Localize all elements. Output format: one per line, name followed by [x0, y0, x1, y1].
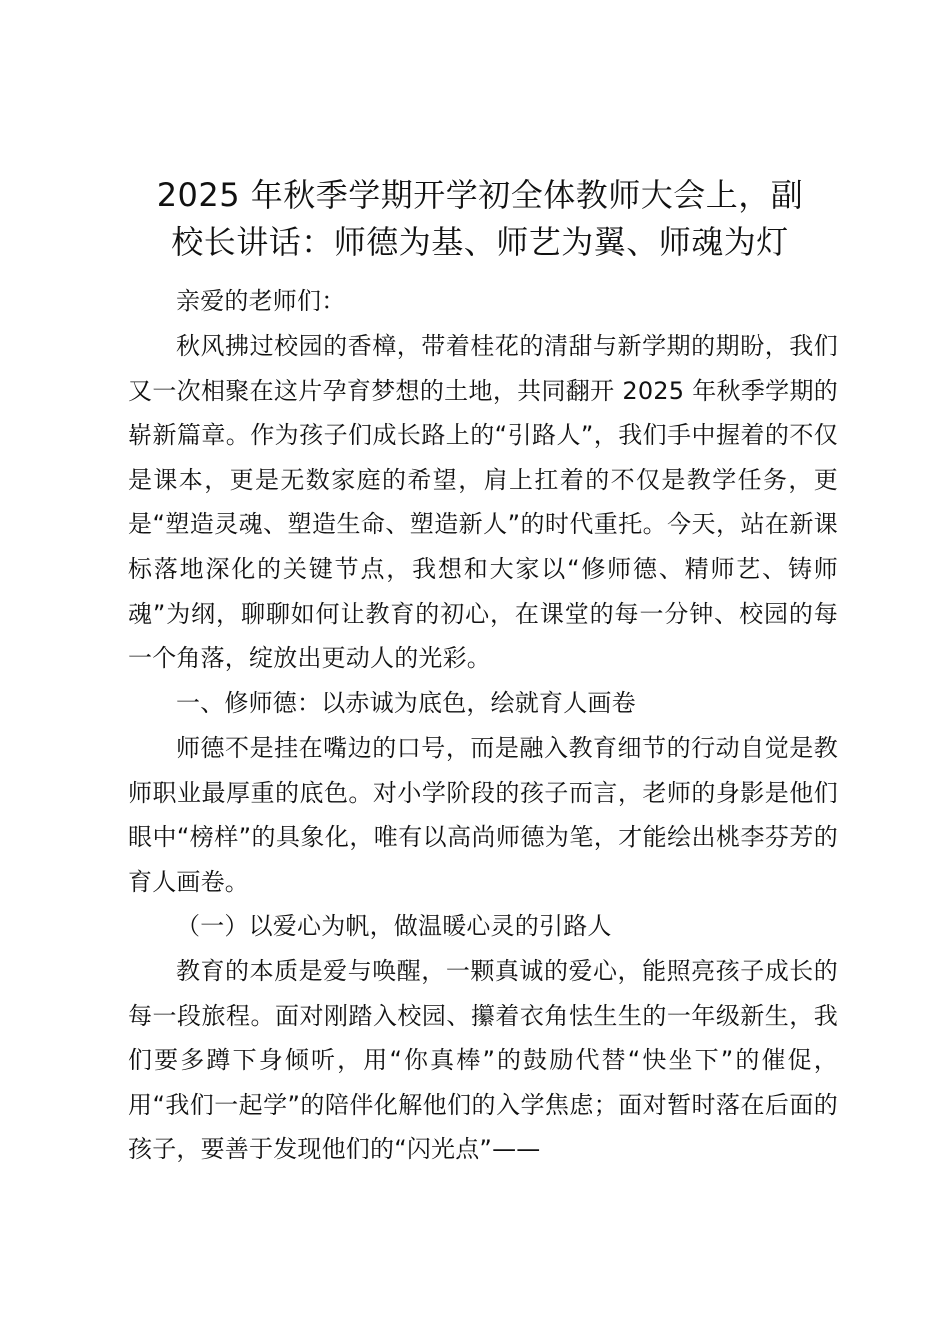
title-line-2: 校长讲话：师德为基、师艺为翼、师魂为灯 [171, 223, 789, 261]
section-heading-1: 一、修师德：以赤诚为底色，绘就育人画卷 [176, 689, 636, 717]
subsection-heading-1: （一）以爱心为帆，做温暖心灵的引路人 [176, 912, 612, 940]
title-line-1: 2025 年秋季学期开学初全体教师大会上，副 [156, 176, 804, 214]
document-title [110, 172, 850, 266]
greeting: 亲爱的老师们： [176, 287, 346, 315]
subsection-1-paragraph: 教育的本质是爱与唤醒，一颗真诚的爱心，能照亮孩子成长的每一段旅程。面对刚踏入校园、攥着衣角怯生生的一年级新生，我们要多蹲下身倾听，用“你真棒”的鼓励代替“快坐下”的催促，用“我们一起学”的陪伴化解他们的入学焦虑；面对暂时落在后面的孩子，要善于发现他们的“闪光点”—— [128, 957, 838, 1164]
section-1-paragraph: 师德不是挂在嘴边的口号，而是融入教育细节的行动自觉是教师职业最厚重的底色。对小学阶段的孩子而言，老师的身影是他们眼中“榜样”的具象化，唯有以高尚师德为笔，才能绘出桃李芬芳的育人画卷。 [128, 734, 838, 896]
intro-paragraph: 秋风拂过校园的香樟，带着桂花的清甜与新学期的期盼，我们又一次相聚在这片孕育梦想的土地，共同翻开 2025 年秋季学期的崭新篇章。作为孩子们成长路上的“引路人”，我们手中握着的不仅是课本，更是无数家庭的希望，肩上扛着的不仅是教学任务，更是“塑造灵魂、塑造生命、塑造新人”的时代重托。今天，站在新课标落地深化的关键节点，我想和大家以“修师德、精师艺、铸师魂”为纲，聊聊如何让教育的初心，在课堂的每一分钟、校园的每一个角落，绽放出更动人的光彩。 [128, 332, 838, 673]
